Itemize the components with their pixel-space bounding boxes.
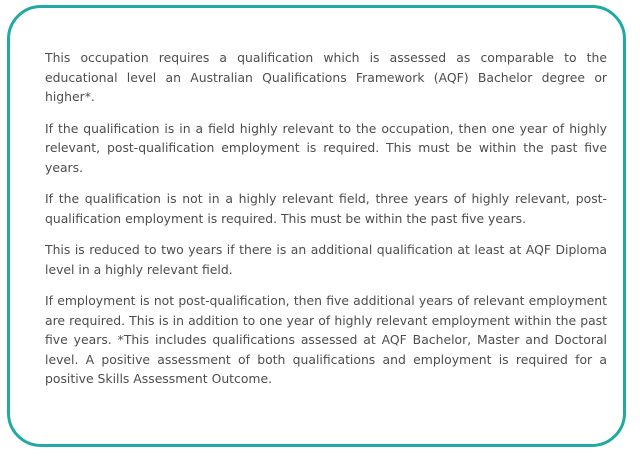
paragraph-pre-qualification-employment: If employment is not post-qualification, then five additional years of relevant employment are required. This is in addition to one year of highly relevant employment within the past five years. *This includes qualifications assessed at AQF Bachelor, Master and Doctoral level. A positive assessment of both qualifications and employment is required for a positive Skills Assessment Outcome. — [45, 293, 607, 386]
paragraph-relevant-field: If the qualification is in a field highly relevant to the occupation, then one year of highly relevant, post-qualification employment is required. This must be within the past five years. — [45, 120, 607, 175]
requirements-card — [7, 5, 626, 447]
paragraph-non-relevant-field: If the qualification is not in a highly relevant field, three years of highly relevant, post-qualification employment is required. This must be within the past five years. — [45, 191, 607, 226]
paragraph-qualification-level: This occupation requires a qualification which is assessed as comparable to the educational level an Australian Qualifications Framework (AQF) Bachelor degree or higher*. — [45, 50, 607, 104]
paragraph-diploma-reduction: This is reduced to two years if there is an additional qualification at least at AQF Diploma level in a highly relevant field. — [45, 242, 607, 277]
requirements-text — [45, 48, 607, 389]
